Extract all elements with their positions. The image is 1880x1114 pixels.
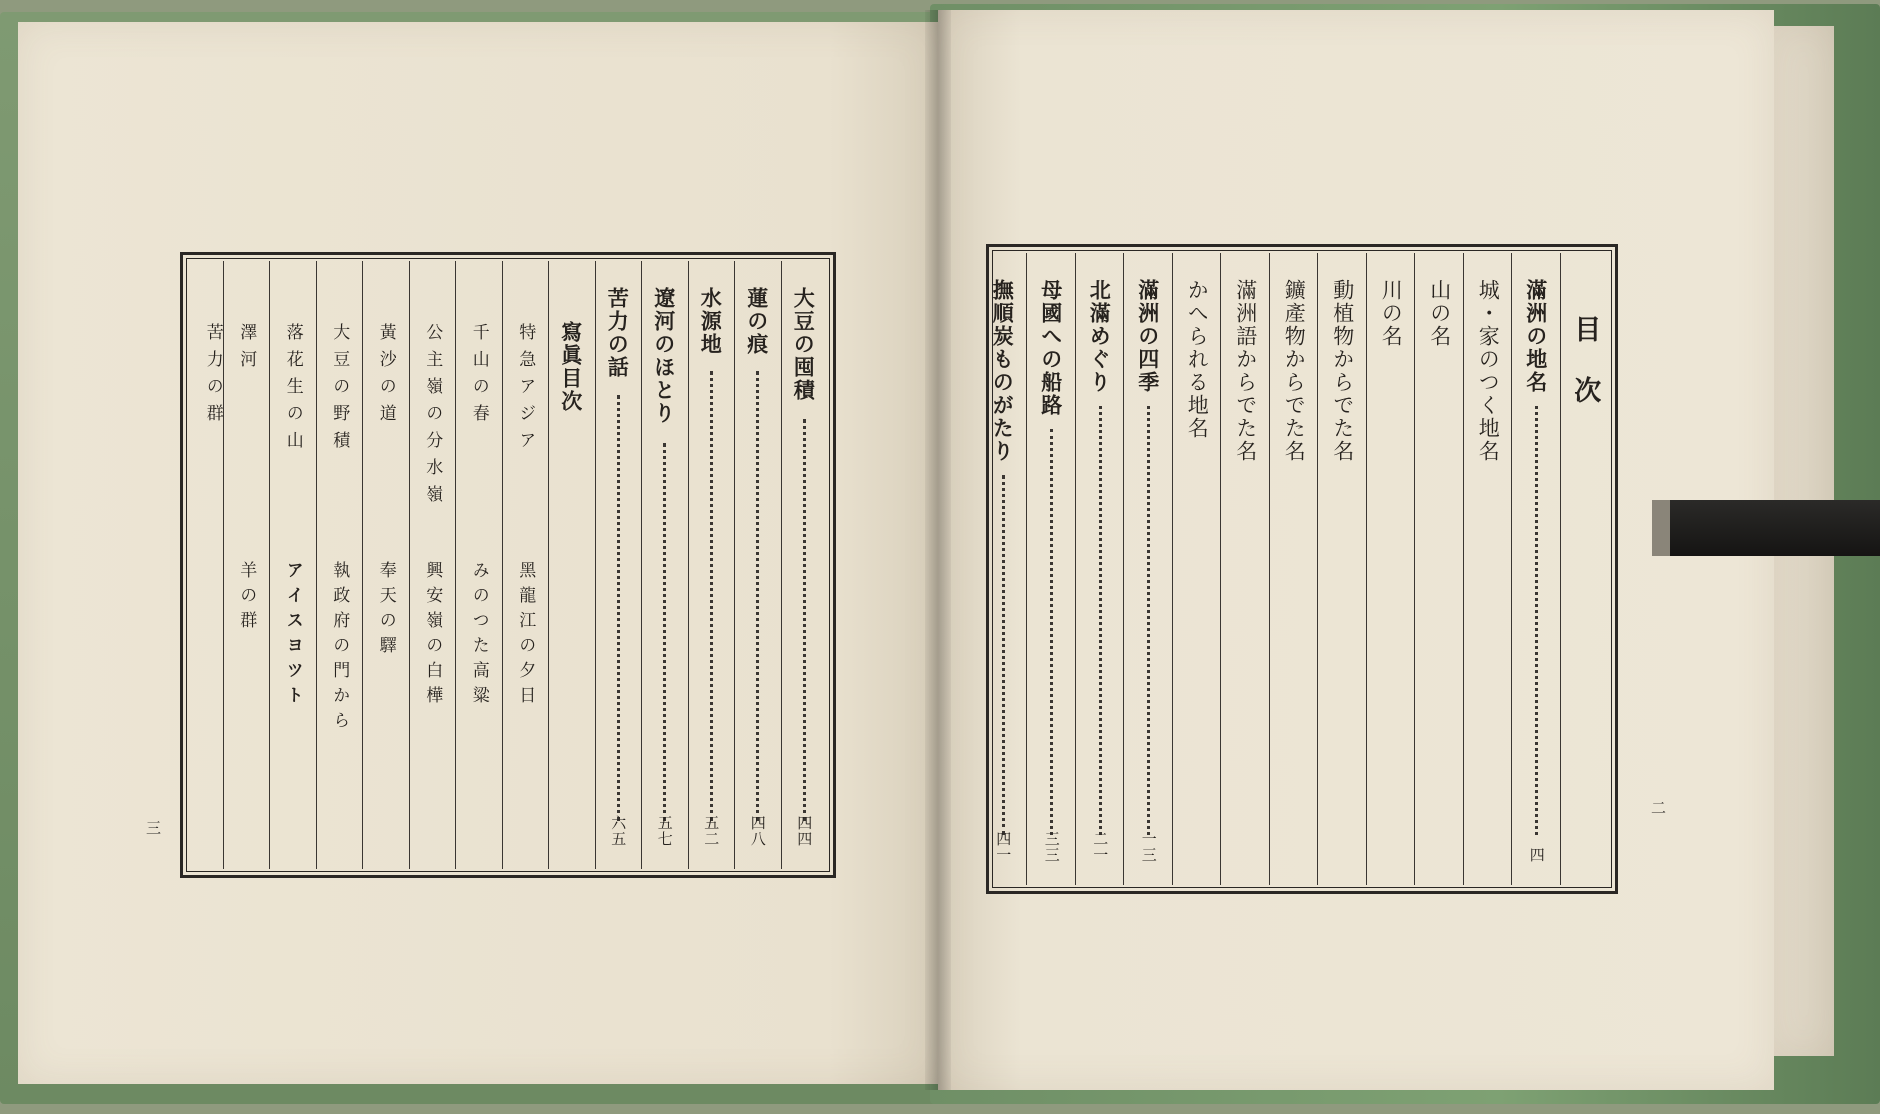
left-toc-frame bbox=[180, 252, 836, 878]
toc-entry-title: 北滿めぐり bbox=[1087, 279, 1113, 394]
photo-caption-column bbox=[502, 261, 549, 869]
bookmark-ribbon[interactable] bbox=[1652, 500, 1880, 556]
photo-caption: 公主嶺の分水嶺 bbox=[422, 323, 443, 512]
toc-entry-title: 母國への船路 bbox=[1038, 279, 1064, 417]
column-rule bbox=[1463, 253, 1464, 885]
toc-entry-page: 六五 bbox=[609, 815, 628, 847]
toc-entry[interactable] bbox=[1318, 253, 1367, 885]
toc-title: 目次 bbox=[1569, 315, 1601, 437]
column-rule bbox=[595, 261, 596, 869]
photo-caption: 落花生の山 bbox=[282, 323, 303, 458]
column-rule bbox=[1123, 253, 1124, 885]
leader-dots bbox=[710, 371, 713, 821]
toc-entry[interactable] bbox=[1464, 253, 1513, 885]
leader-dots bbox=[1147, 406, 1150, 835]
column-rule bbox=[1366, 253, 1367, 885]
toc-entry-title: 大豆の囤積 bbox=[791, 287, 817, 402]
toc-entry[interactable] bbox=[781, 261, 828, 869]
left-toc-columns bbox=[189, 261, 827, 869]
column-rule bbox=[781, 261, 782, 869]
photo-caption: 特急アジア bbox=[515, 323, 536, 458]
toc-entry-title: 滿洲の四季 bbox=[1135, 279, 1161, 394]
leader-dots bbox=[803, 419, 806, 821]
toc-entry-page: 五七 bbox=[655, 815, 674, 847]
toc-entry-title: 動植物からでた名 bbox=[1330, 279, 1355, 463]
toc-entry-page: 二一 bbox=[1091, 831, 1110, 863]
toc-entry-title: 鑛產物からでた名 bbox=[1282, 279, 1307, 463]
column-rule bbox=[362, 261, 363, 869]
leader-dots bbox=[617, 395, 620, 821]
toc-entry[interactable] bbox=[734, 261, 781, 869]
toc-entry-title: 山の名 bbox=[1427, 279, 1452, 348]
toc-entry-title: 蓮の痕 bbox=[744, 287, 770, 356]
column-rule bbox=[409, 261, 410, 869]
photo-caption: 黑龍江の夕日 bbox=[515, 561, 536, 711]
right-page-number: 二 bbox=[1649, 800, 1667, 815]
photo-caption-column bbox=[362, 261, 409, 869]
toc-entry[interactable] bbox=[1367, 253, 1416, 885]
toc-entry[interactable] bbox=[688, 261, 735, 869]
toc-entry[interactable] bbox=[1124, 253, 1173, 885]
photo-caption: 苦力の群 bbox=[202, 323, 223, 431]
column-rule bbox=[1317, 253, 1318, 885]
toc-entry-title: 苦力の話 bbox=[605, 287, 631, 379]
leader-dots bbox=[1050, 429, 1053, 835]
photo-caption: 羊の群 bbox=[236, 561, 257, 636]
column-rule bbox=[688, 261, 689, 869]
column-rule bbox=[1075, 253, 1076, 885]
photo-caption: 奉天の驛 bbox=[375, 561, 396, 661]
leader-dots bbox=[756, 371, 759, 821]
toc-entry-page: 四一 bbox=[994, 831, 1013, 863]
book-gutter bbox=[925, 10, 951, 1090]
toc-entry[interactable] bbox=[1076, 253, 1125, 885]
column-rule bbox=[1414, 253, 1415, 885]
leader-dots bbox=[1002, 475, 1005, 835]
toc-entry-title: 水源地 bbox=[698, 287, 724, 356]
photo-caption-column bbox=[455, 261, 502, 869]
column-rule bbox=[223, 261, 224, 869]
photo-caption: 興安嶺の白樺 bbox=[422, 561, 443, 711]
toc-entry[interactable] bbox=[1512, 253, 1561, 885]
right-toc-frame bbox=[986, 244, 1618, 894]
column-rule bbox=[1560, 253, 1561, 885]
toc-entry[interactable] bbox=[1027, 253, 1076, 885]
toc-entry-page: 四八 bbox=[748, 815, 767, 847]
photo-caption-column bbox=[409, 261, 456, 869]
toc-entry-title: 城・家のつく地名 bbox=[1476, 279, 1501, 463]
column-rule bbox=[1172, 253, 1173, 885]
photo-index-title: 寫眞目次 bbox=[558, 321, 584, 413]
column-rule bbox=[548, 261, 549, 869]
photo-caption-column bbox=[189, 261, 236, 869]
column-rule bbox=[269, 261, 270, 869]
photo-caption: 千山の春 bbox=[468, 323, 489, 431]
column-rule bbox=[734, 261, 735, 869]
toc-entry[interactable] bbox=[641, 261, 688, 869]
toc-entry[interactable] bbox=[1270, 253, 1319, 885]
right-toc-columns bbox=[990, 253, 1609, 885]
toc-entry-page: 一三 bbox=[1139, 831, 1158, 863]
photo-index-title-column bbox=[548, 261, 595, 869]
photo-caption-column bbox=[316, 261, 363, 869]
toc-entry-title: 滿洲の地名 bbox=[1523, 279, 1549, 394]
leader-dots bbox=[1099, 406, 1102, 835]
photo-caption: 澤河 bbox=[236, 323, 257, 377]
column-rule bbox=[641, 261, 642, 869]
photo-caption: みのつた高粱 bbox=[468, 561, 489, 711]
toc-entry[interactable] bbox=[979, 253, 1028, 885]
photo-caption: 黃沙の道 bbox=[375, 323, 396, 431]
photo-caption-column bbox=[269, 261, 316, 869]
column-rule bbox=[455, 261, 456, 869]
toc-entry-page: 三三 bbox=[1042, 831, 1061, 863]
photo-caption: 大豆の野積 bbox=[329, 323, 350, 458]
column-rule bbox=[1269, 253, 1270, 885]
leader-dots bbox=[1535, 406, 1538, 835]
photo-caption: アイスヨツト bbox=[282, 561, 303, 711]
toc-entry-title: 撫順炭ものがたり bbox=[990, 279, 1016, 463]
toc-entry-title: 川の名 bbox=[1379, 279, 1404, 348]
photo-caption-column bbox=[223, 261, 270, 869]
column-rule bbox=[1220, 253, 1221, 885]
column-rule bbox=[1511, 253, 1512, 885]
column-rule bbox=[1026, 253, 1027, 885]
toc-entry-page: 四 bbox=[1527, 847, 1546, 863]
toc-entry-title: 滿洲語からでた名 bbox=[1233, 279, 1258, 463]
toc-entry-page: 四四 bbox=[795, 815, 814, 847]
toc-entry-title: かへられる地名 bbox=[1185, 279, 1210, 440]
toc-entry[interactable] bbox=[1415, 253, 1464, 885]
left-page-number: 三 bbox=[144, 820, 162, 835]
toc-entry[interactable] bbox=[1221, 253, 1270, 885]
column-rule bbox=[316, 261, 317, 869]
photo-caption: 執政府の門から bbox=[329, 561, 350, 736]
toc-entry[interactable] bbox=[595, 261, 642, 869]
toc-entry[interactable] bbox=[1173, 253, 1222, 885]
toc-entry-page: 五二 bbox=[702, 815, 721, 847]
leader-dots bbox=[663, 443, 666, 821]
column-rule bbox=[502, 261, 503, 869]
toc-title-column bbox=[1561, 253, 1610, 885]
toc-entry-title: 遼河のほとり bbox=[651, 287, 677, 425]
